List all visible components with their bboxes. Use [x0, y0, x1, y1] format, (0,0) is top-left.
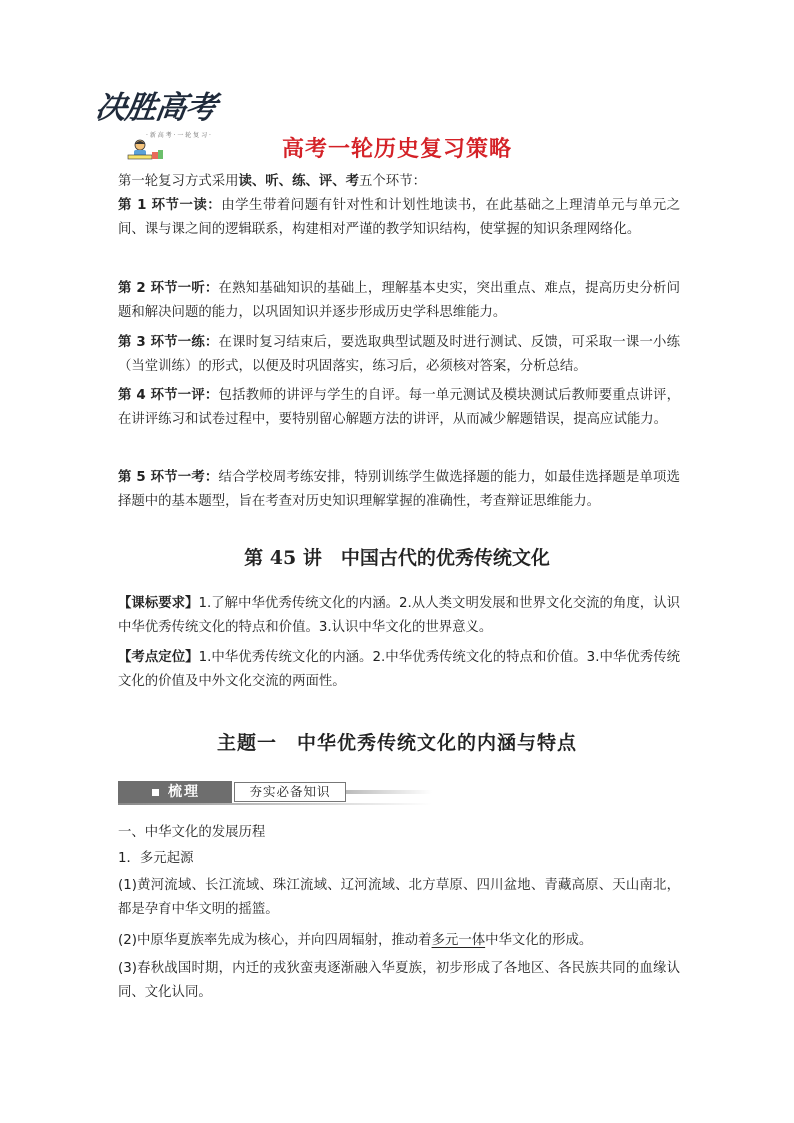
- list-item-text: (2)中原华夏族率先成为核心，并向四周辐射，推动着: [118, 933, 432, 948]
- list-item-text: 中华文化的形成。: [485, 933, 593, 948]
- intro-steps: 读、听、练、评、考: [238, 174, 360, 189]
- exam-points: [118, 646, 680, 694]
- section-heading: 一、中华文化的发展历程: [118, 825, 266, 840]
- list-item: (3)春秋战国时期，内迁的戎狄蛮夷逐渐融入华夏族，初步形成了各地区、各民族共同的血缘认同、文化认同。: [118, 961, 680, 1000]
- exam-points-text: 1.中华优秀传统文化的内涵。2.中华优秀传统文化的特点和价值。3.中华优秀传统文化的价值及中外文化交流的两面性。: [118, 650, 681, 689]
- document-title: 高考一轮历史复习策略: [281, 137, 512, 162]
- step-text: 在熟知基础知识的基础上，理解基本史实，突出重点、难点，提高历史分析问题和解决问题的能力，以巩固知识并逐步形成历史学科思维能力。: [118, 281, 681, 320]
- step-label: 第 3 环节一练：: [118, 335, 219, 350]
- lecture-title: 第 45 讲 中国古代的优秀传统文化: [244, 547, 550, 569]
- step-label: 第 1 环节一读：: [118, 198, 222, 213]
- subsection-heading: 1．多元起源: [118, 851, 194, 866]
- step-text: 由学生带着问题有针对性和计划性地读书，在此基础之上理清单元与单元之间、课与课之间的逻辑联系，构建相对严谨的教学知识结构，使掌握的知识条理网络化。: [118, 198, 681, 237]
- sort-banner: [118, 781, 432, 803]
- underlined-term: 多元一体: [431, 933, 486, 948]
- curriculum-text: 1.了解中华优秀传统文化的内涵。2.从人类文明发展和世界文化交流的角度，认识中华优秀传统文化的特点和价值。3.认识中华文化的世界意义。: [118, 596, 680, 635]
- step-paragraph: [118, 384, 680, 432]
- step-label: 第 5 环节一考：: [118, 470, 219, 485]
- logo-text: 决胜高考: [92, 90, 219, 126]
- step-text: 结合学校周考练安排，特别训练学生做选择题的能力，如最佳选择题是单项选择题中的基本题型，旨在考查对历史知识理解掌握的准确性，考查辩证思维能力。: [118, 470, 681, 509]
- step-label: 第 2 环节一听：: [118, 281, 219, 296]
- step-label: 第 4 环节一评：: [118, 388, 219, 403]
- step-text: 在课时复习结束后，要选取典型试题及时进行测试、反馈，可采取一课一小练（当堂训练）的形式，以便及时巩固落实，练习后，必须核对答案，分析总结。: [118, 335, 681, 374]
- list-item: (1)黄河流域、长江流域、珠江流域、辽河流域、北方草原、四川盆地、青藏高原、天山南北，都是孕育中华文明的摇篮。: [118, 878, 680, 917]
- curriculum-label: 【课标要求】: [118, 596, 199, 611]
- step-paragraph: [118, 277, 680, 325]
- sort-banner-subtitle: 夯实必备知识: [234, 782, 346, 802]
- sort-label: 梳理: [168, 784, 200, 800]
- sort-banner-left: [118, 781, 232, 803]
- intro-prefix: 第一轮复习方式采用: [118, 174, 239, 189]
- list-item: [118, 929, 680, 953]
- topic-title: 主题一 中华优秀传统文化的内涵与特点: [216, 732, 577, 754]
- square-bullet-icon: [152, 789, 159, 796]
- step-paragraph: [118, 466, 680, 514]
- step-paragraph: [118, 194, 680, 242]
- step-text: 包括教师的讲评与学生的自评。每一单元测试及模块测试后教师要重点讲评，在讲评练习和试卷过程中，要特别留心解题方法的讲评，从而减少解题错误，提高应试能力。: [118, 388, 681, 427]
- intro-paragraph: [118, 170, 680, 194]
- step-paragraph: [118, 331, 680, 379]
- logo-tagline: · 新 高 考 · 一 轮 复 习 ·: [146, 132, 211, 139]
- exam-points-label: 【考点定位】: [118, 650, 199, 665]
- banner-fade-line: [346, 790, 432, 794]
- curriculum-requirements: [118, 592, 680, 640]
- banner-underline: [118, 803, 432, 805]
- intro-suffix: 五个环节：: [359, 174, 426, 189]
